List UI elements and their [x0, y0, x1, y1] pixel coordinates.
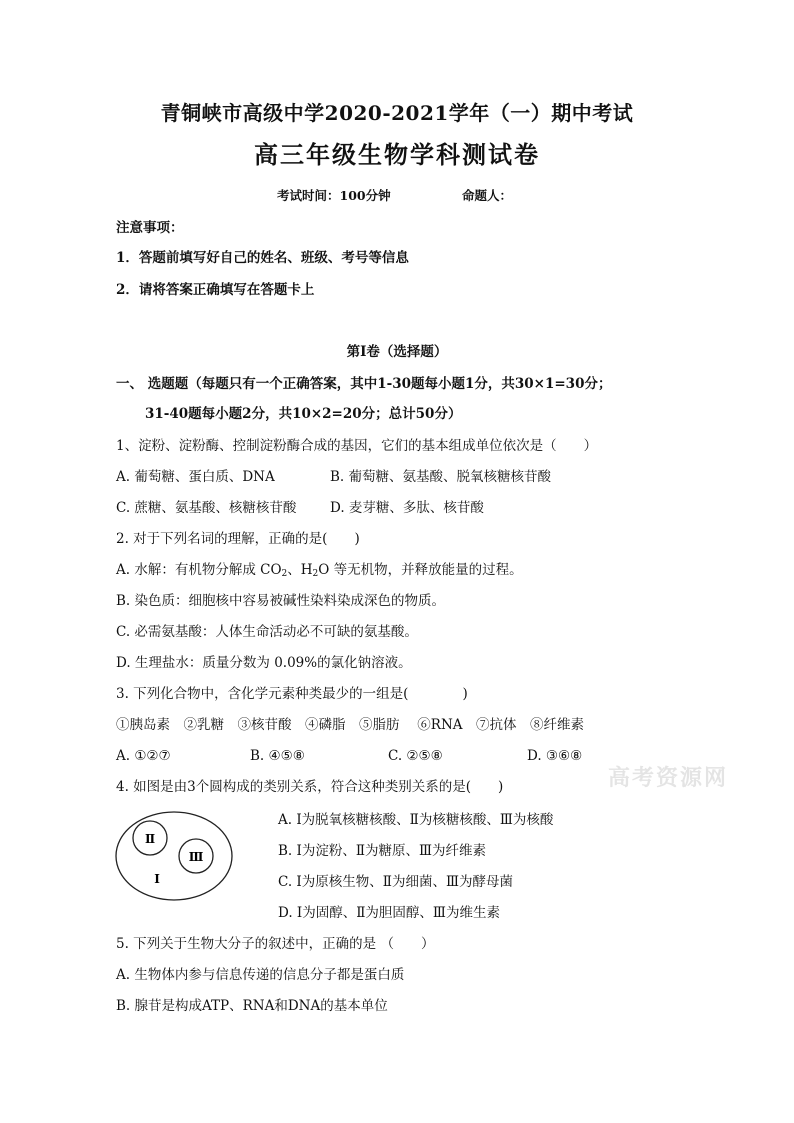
- q1-stem: 1、淀粉、淀粉酶、控制淀粉酶合成的基因，它们的基本组成单位依次是（ ）: [116, 438, 598, 454]
- q2-option-a-post: O 等无机物，并释放能量的过程。: [318, 562, 523, 578]
- q3-option-b: B. ④⑤⑧: [250, 748, 305, 764]
- exam-subtitle: 高三年级生物学科测试卷: [254, 140, 540, 169]
- section-title: 第Ⅰ卷（选择题）: [346, 344, 448, 360]
- q1-option-a: A. 葡萄糖、蛋白质、DNA: [116, 469, 275, 485]
- q1-option-c: C. 蔗糖、氨基酸、核糖核苷酸: [116, 500, 297, 516]
- venn-diagram: [112, 808, 236, 904]
- q2-sub-1: 2: [281, 569, 288, 579]
- q2-sub-2: 2: [312, 569, 319, 579]
- q3-option-a: A. ①②⑦: [116, 748, 171, 764]
- q2-stem: 2. 对于下列名词的理解，正确的是( ): [116, 531, 360, 547]
- notes-item-2: 2．请将答案正确填写在答题卡上: [116, 282, 315, 298]
- q2-option-a: [116, 561, 523, 583]
- exam-time: 考试时间：100分钟: [277, 188, 391, 203]
- q3-option-d: D. ③⑥⑧: [527, 748, 583, 764]
- q5-option-b: B. 腺苷是构成ATP、RNA和DNA的基本单位: [116, 998, 388, 1014]
- exam-title: 青铜峡市高级中学2020-2021学年（一）期中考试: [160, 101, 634, 125]
- q2-option-a-pre: A. 水解：有机物分解成 CO: [116, 562, 282, 578]
- exam-author: 命题人：: [462, 188, 513, 203]
- q3-items: ①胰岛素 ②乳糖 ③核苷酸 ④磷脂 ⑤脂肪 ⑥RNA ⑦抗体 ⑧纤维素: [116, 717, 585, 733]
- q5-option-a: A. 生物体内参与信息传递的信息分子都是蛋白质: [116, 967, 405, 983]
- label-i: Ⅰ: [154, 872, 160, 886]
- section-instructions-2: 31-40题每小题2分，共10×2=20分；总计50分）: [145, 406, 462, 422]
- q4-stem: 4. 如图是由3个圆构成的类别关系，符合这种类别关系的是( ): [116, 779, 504, 795]
- q1-option-d: D. 麦芽糖、多肽、核苷酸: [330, 500, 484, 516]
- q4-option-b: B. Ⅰ为淀粉、Ⅱ为糖原、Ⅲ为纤维素: [278, 843, 487, 859]
- watermark: 高考资源网: [608, 765, 729, 791]
- q5-stem: 5. 下列关于生物大分子的叙述中，正确的是 （ ）: [116, 936, 435, 952]
- q1-option-b: B. 葡萄糖、氨基酸、脱氧核糖核苷酸: [330, 469, 552, 485]
- label-iii: Ⅲ: [188, 850, 204, 864]
- q4-option-d: D. Ⅰ为固醇、Ⅱ为胆固醇、Ⅲ为维生素: [278, 905, 500, 921]
- q3-stem: 3. 下列化合物中，含化学元素种类最少的一组是( ): [116, 686, 468, 702]
- label-ii: Ⅱ: [144, 832, 156, 846]
- q3-option-c: C. ②⑤⑧: [388, 748, 443, 764]
- notes-item-1: 1．答题前填写好自己的姓名、班级、考号等信息: [116, 250, 409, 266]
- notes-heading: 注意事项：: [116, 220, 184, 236]
- q2-option-c: C. 必需氨基酸：人体生命活动必不可缺的氨基酸。: [116, 624, 418, 640]
- q4-option-a: A. Ⅰ为脱氧核糖核酸、Ⅱ为核糖核酸、Ⅲ为核酸: [278, 812, 554, 828]
- q2-option-a-mid: 、H: [287, 562, 313, 578]
- q4-option-c: C. Ⅰ为原核生物、Ⅱ为细菌、Ⅲ为酵母菌: [278, 874, 513, 890]
- outer-circle: [116, 812, 232, 900]
- q2-option-b: B. 染色质：细胞核中容易被碱性染料染成深色的物质。: [116, 593, 446, 609]
- section-instructions-1: 一、 选题题（每题只有一个正确答案，其中1-30题每小题1分，共30×1=30分；: [116, 376, 612, 392]
- q2-option-d: D. 生理盐水：质量分数为 0.09%的氯化钠溶液。: [116, 655, 412, 671]
